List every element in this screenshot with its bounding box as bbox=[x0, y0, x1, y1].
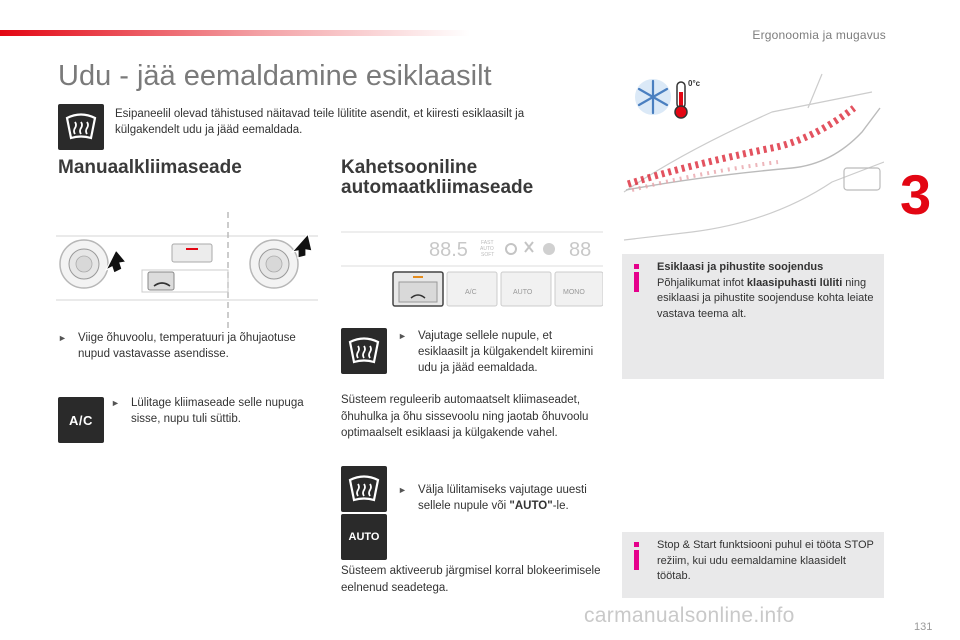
header-accent-bar bbox=[0, 30, 470, 36]
section-title: Ergonoomia ja mugavus bbox=[752, 28, 886, 42]
auto-step-2: ► Välja lülitamiseks vajutage uuesti sellele nupule või "AUTO"-le. bbox=[398, 484, 587, 512]
info-icon bbox=[634, 264, 639, 269]
bullet-marker: ► bbox=[111, 398, 120, 408]
info-box-heating bbox=[622, 254, 884, 379]
info-icon bbox=[634, 542, 639, 547]
svg-text:SOFT: SOFT bbox=[481, 252, 495, 258]
panel-auto-button: AUTO bbox=[513, 289, 533, 296]
windscreen-defrost-icon bbox=[341, 466, 387, 512]
snowflake-icon bbox=[635, 79, 671, 115]
auto-control-panel-illustration bbox=[341, 224, 603, 316]
thermometer-icon bbox=[675, 82, 687, 118]
watermark: carmanualsonline.info bbox=[584, 604, 795, 627]
auto-button-icon: AUTO bbox=[341, 514, 387, 560]
bullet-marker: ► bbox=[398, 331, 407, 341]
bullet-marker: ► bbox=[58, 333, 67, 343]
panel-temp-display: 88.5 bbox=[429, 239, 468, 261]
panel-right-display: 88 bbox=[569, 239, 592, 261]
auto-heading: Kahetsooniline automaatkliimaseade bbox=[341, 157, 534, 198]
bullet-marker: ► bbox=[398, 485, 407, 495]
info-body: Stop & Start funktsiooni puhul ei tööta STOP režiim, kui udu eemaldamine klaasidelt töötab. bbox=[657, 539, 874, 582]
page-title: Udu - jää eemaldamine esiklaasilt bbox=[58, 60, 492, 92]
auto-paragraph-2: Süsteem aktiveerub järgmisel korral blokeerimisele eelnenud seadetega. bbox=[341, 565, 601, 594]
chapter-number: 3 bbox=[900, 163, 932, 226]
panel-ac-button: A/C bbox=[465, 289, 477, 296]
auto-paragraph-1: Süsteem reguleerib automaatselt kliimaseadet, õhuhulka ja õhu sissevoolu ning jaotab õhuvoolu optimaalselt esiklaasi ja külgakende vahel. bbox=[341, 394, 589, 439]
panel-mono-button: MONO bbox=[563, 289, 585, 296]
page-number: 131 bbox=[914, 621, 933, 633]
windscreen-defrost-icon bbox=[341, 328, 387, 374]
manual-heading: Manuaalkliimaseade bbox=[58, 157, 242, 178]
auto-step-1: ► Vajutage sellele nupule, et esiklaasilt ja külgakendelt kiiremini udu ja jääd eemaldada. bbox=[398, 330, 594, 374]
panel-mode-text: FAST bbox=[481, 240, 494, 246]
windscreen-defrost-icon bbox=[58, 104, 104, 150]
windscreen-illustration bbox=[622, 72, 884, 254]
manual-step-2: ► Lülitage kliimaseade selle nupuga sisse, nupu tuli süttib. bbox=[111, 397, 304, 425]
manual-step-1: ► Viige õhuvoolu, temperatuuri ja õhujaotuse nupud vastavasse asendisse. bbox=[58, 332, 296, 360]
info-body: Põhjalikumat infot klaasipuhasti lüliti ning esiklaasi ja pihustite soojenduse kohta leiate vastava teema alt. bbox=[657, 276, 874, 320]
manual-control-panel-illustration bbox=[56, 212, 318, 330]
info-box-stop-start bbox=[622, 532, 884, 598]
intro-text: Esipaneelil olevad tähistused näitavad teile lülitite asendit, et kiiresti esiklaasilt ja külgakendelt udu ja jääd eemaldada. bbox=[115, 108, 525, 136]
info-title: Esiklaasi ja pihustite soojendus bbox=[657, 261, 824, 273]
svg-text:AUTO: AUTO bbox=[480, 246, 494, 252]
ac-button-icon: A/C bbox=[58, 397, 104, 443]
temperature-label: 0°c bbox=[688, 79, 701, 88]
